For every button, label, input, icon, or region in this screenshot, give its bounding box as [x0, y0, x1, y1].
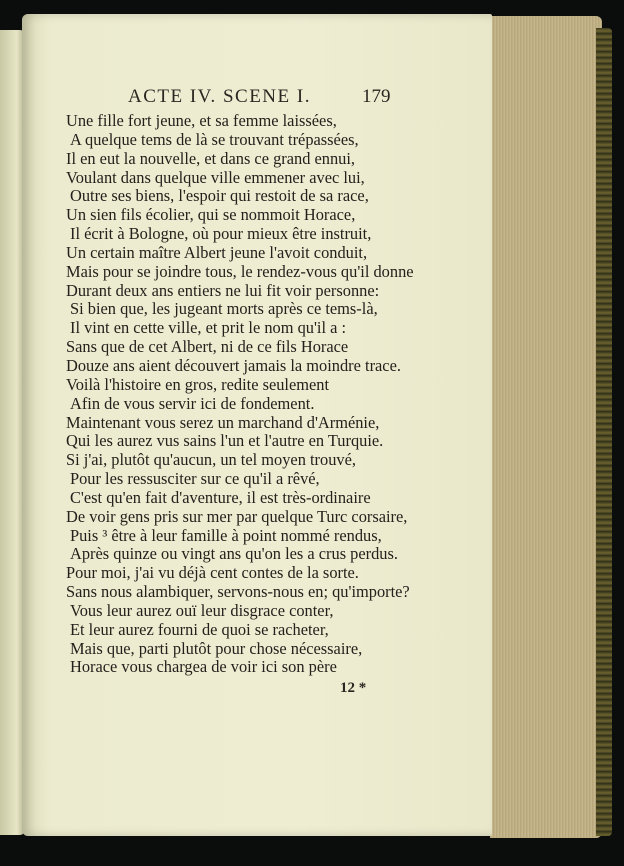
verse-text	[66, 112, 486, 677]
page-number: 179	[362, 86, 391, 107]
running-head	[128, 86, 408, 108]
book-cover-edge	[596, 28, 612, 836]
verse-line: Si bien que, les jugeant morts après ce tems-là,	[70, 299, 378, 319]
verse-line: Outre ses biens, l'espoir qui restoit de sa race,	[70, 186, 369, 206]
verse-line: Durant deux ans entiers ne lui fit voir personne:	[66, 280, 380, 300]
verse-line: Voulant dans quelque ville emmener avec lui,	[66, 167, 365, 187]
verse-line: Il écrit à Bologne, où pour mieux être instruit,	[70, 224, 372, 244]
verse-line: Horace vous chargea de voir ici son père	[70, 657, 337, 677]
verse-line: Si j'ai, plutôt qu'aucun, un tel moyen trouvé,	[66, 450, 356, 470]
verse-line: Un sien fils écolier, qui se nommoit Horace,	[66, 205, 356, 225]
verse-line: Sans nous alambiquer, servons-nous en; qu'importe?	[66, 582, 410, 602]
running-title: ACTE IV. SCENE I.	[128, 86, 311, 107]
verse-line: Mais pour se joindre tous, le rendez-vous qu'il donne	[66, 261, 414, 281]
verse-line: Vous leur aurez ouï leur disgrace conter,	[70, 600, 334, 620]
verse-line: Pour moi, j'ai vu déjà cent contes de la sorte.	[66, 563, 359, 583]
verse-line: Un certain maître Albert jeune l'avoit conduit,	[66, 242, 368, 262]
verse-line: Après quinze ou vingt ans qu'on les a crus perdus.	[70, 544, 398, 564]
verse-line: Afin de vous servir ici de fondement.	[70, 393, 315, 413]
verse-line: Et leur aurez fourni de quoi se racheter,	[70, 619, 329, 639]
page-edges	[490, 16, 602, 838]
verse-line: Une fille fort jeune, et sa femme laissées,	[66, 111, 337, 130]
verse-line: Qui les aurez vus sains l'un et l'autre en Turquie.	[66, 431, 384, 451]
verse-line: Il vint en cette ville, et prit le nom qu'il a :	[70, 318, 347, 338]
verse-line: C'est qu'en fait d'aventure, il est très-ordinaire	[70, 487, 371, 507]
verse-line: Il en eut la nouvelle, et dans ce grand ennui,	[66, 148, 356, 168]
verse-line: A quelque tems de là se trouvant trépassées,	[70, 129, 359, 149]
signature-mark: 12 *	[340, 680, 367, 696]
verse-line: Mais que, parti plutôt pour chose nécessaire,	[70, 638, 363, 658]
verse-line: Douze ans aient découvert jamais la moindre trace.	[66, 355, 401, 375]
verse-line: Sans que de cet Albert, ni de ce fils Horace	[66, 337, 349, 357]
verse-line: Pour les ressusciter sur ce qu'il a rêvé,	[70, 469, 320, 489]
verse-line: De voir gens pris sur mer par quelque Turc corsaire,	[66, 506, 408, 526]
left-page-edge	[0, 30, 24, 835]
verse-line: Maintenant vous serez un marchand d'Arménie,	[66, 412, 380, 432]
verse-line: Puis ³ être à leur famille à point nommé rendus,	[70, 525, 382, 545]
verse-line: Voilà l'histoire en gros, redite seulement	[66, 374, 330, 394]
